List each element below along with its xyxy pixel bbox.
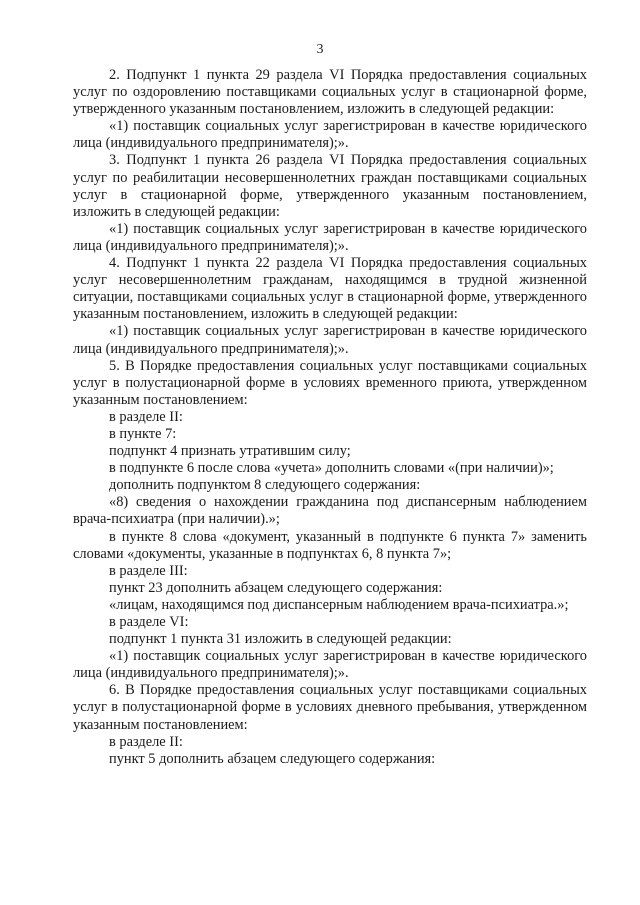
paragraph: «лицам, находящимся под диспансерным наблюдением врача-психиатра.»; [109,596,569,613]
page-number: 3 [316,42,324,57]
paragraph: «1) поставщик социальных услуг зарегистрирован в качестве юридического лица (индивидуального предпринимателя);». [73,220,587,254]
document-body [73,67,587,768]
paragraph: пункт 23 дополнить абзацем следующего содержания: [109,579,443,596]
paragraph: 5. В Порядке предоставления социальных услуг поставщиками социальных услуг в полустационарной форме в условиях временного приюта, утвержденном указанным постановлением: [73,357,587,408]
paragraph: в подпункте 6 после слова «учета» дополнить словами «(при наличии)»; [109,460,554,477]
paragraph: в разделе III: [109,562,188,579]
paragraph: пункт 5 дополнить абзацем следующего содержания: [109,750,436,767]
paragraph: «1) поставщик социальных услуг зарегистрирован в качестве юридического лица (индивидуального предпринимателя);». [73,118,587,152]
paragraph: в пункте 7: [109,425,177,442]
paragraph: подпункт 1 пункта 31 изложить в следующей редакции: [109,631,452,648]
paragraph: в разделе II: [109,408,183,425]
paragraph: 4. Подпункт 1 пункта 22 раздела VI Порядка предоставления социальных услуг несовершеннолетним гражданам, находящимся в трудной жизненной ситуации, поставщиками социальных услуг в стационарной форме, утвержденного указанным постановлением, изложить в следующей редакции: [73,255,587,323]
paragraph: «8) сведения о нахождении гражданина под диспансерным наблюдением врача-психиатра (при наличии).»; [73,494,587,528]
paragraph: «1) поставщик социальных услуг зарегистрирован в качестве юридического лица (индивидуального предпринимателя);». [73,648,587,682]
paragraph: «1) поставщик социальных услуг зарегистрирован в качестве юридического лица (индивидуального предпринимателя);». [73,323,587,357]
paragraph: 3. Подпункт 1 пункта 26 раздела VI Порядка предоставления социальных услуг по реабилитации несовершеннолетних граждан поставщиками социальных услуг в стационарной форме, утвержденного указанным постановлением, изложить в следующей редакции: [73,152,587,220]
paragraph: дополнить подпунктом 8 следующего содержания: [109,477,421,494]
paragraph: 6. В Порядке предоставления социальных услуг поставщиками социальных услуг в полустационарной форме в условиях дневного пребывания, утвержденном указанным постановлением: [73,682,587,733]
paragraph: подпункт 4 признать утратившим силу; [109,443,351,460]
paragraph: в пункте 8 слова «документ, указанный в подпункте 6 пункта 7» заменить словами «документы, указанные в подпунктах 6, 8 пункта 7»; [73,528,587,562]
paragraph: в разделе VI: [109,614,189,630]
paragraph: в разделе II: [109,733,183,750]
paragraph: 2. Подпункт 1 пункта 29 раздела VI Порядка предоставления социальных услуг по оздоровлению поставщиками социальных услуг в стационарной форме, утвержденного указанным постановлением, изложить в следующей редакции: [73,67,587,118]
